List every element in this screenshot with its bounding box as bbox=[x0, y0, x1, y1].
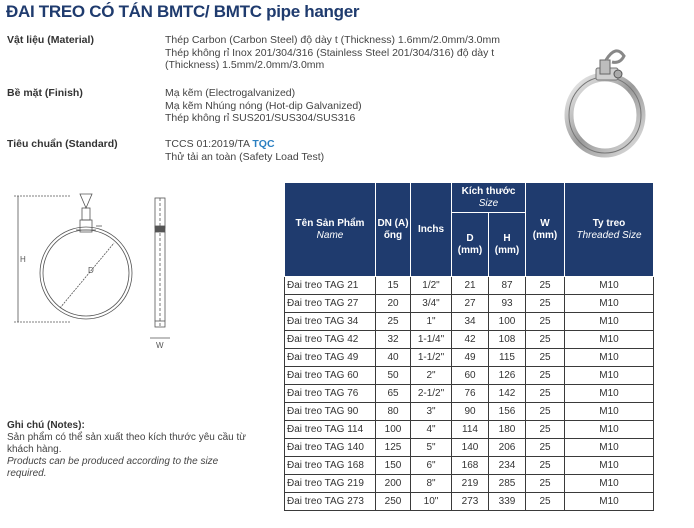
technical-drawing bbox=[10, 188, 180, 353]
spec-values bbox=[165, 87, 505, 125]
table-cell: M10 bbox=[565, 421, 654, 439]
table-cell: 2" bbox=[411, 367, 452, 385]
notes-title: Ghi chú (Notes): bbox=[7, 420, 85, 431]
table-row bbox=[285, 475, 654, 493]
spec-label: Vật liệu (Material) bbox=[7, 34, 94, 46]
table-cell: 25 bbox=[526, 385, 565, 403]
table-cell: 339 bbox=[489, 493, 526, 511]
table-row bbox=[285, 457, 654, 475]
table-cell: M10 bbox=[565, 349, 654, 367]
header-thread-vi: Ty treo bbox=[592, 217, 626, 229]
table-cell: 126 bbox=[489, 367, 526, 385]
table-cell: 5" bbox=[411, 439, 452, 457]
header-thread-en: Threaded Size bbox=[576, 229, 642, 241]
page-title bbox=[6, 2, 359, 22]
table-cell: 234 bbox=[489, 457, 526, 475]
dim-h-label: H bbox=[20, 255, 26, 264]
table-cell: 125 bbox=[376, 439, 411, 457]
table-cell: 25 bbox=[376, 313, 411, 331]
table-cell: 25 bbox=[526, 367, 565, 385]
table-cell: 285 bbox=[489, 475, 526, 493]
notes bbox=[7, 420, 247, 480]
table-cell: 25 bbox=[526, 457, 565, 475]
notes-en: Products can be produced according to the size required. bbox=[7, 456, 219, 479]
table-cell: M10 bbox=[565, 331, 654, 349]
table-cell: 49 bbox=[452, 349, 489, 367]
table-cell: 2-1/2" bbox=[411, 385, 452, 403]
table-cell: M10 bbox=[565, 493, 654, 511]
table-cell: 60 bbox=[452, 367, 489, 385]
table-cell: 3" bbox=[411, 403, 452, 421]
table-cell: 142 bbox=[489, 385, 526, 403]
table-cell: Đai treo TAG 34 bbox=[285, 313, 376, 331]
spec-line: Mạ kẽm Nhúng nóng (Hot-dip Galvanized) bbox=[165, 99, 362, 112]
header-name bbox=[285, 183, 376, 277]
table-cell: 25 bbox=[526, 403, 565, 421]
header-size bbox=[452, 183, 526, 213]
table-cell: 1-1/2" bbox=[411, 349, 452, 367]
spec-label: Bề mặt (Finish) bbox=[7, 87, 83, 99]
table-cell: Đai treo TAG 21 bbox=[285, 277, 376, 295]
table-cell: 1-1/4" bbox=[411, 331, 452, 349]
table-cell: 250 bbox=[376, 493, 411, 511]
table-cell: Đai treo TAG 273 bbox=[285, 493, 376, 511]
table-cell: Đai treo TAG 76 bbox=[285, 385, 376, 403]
title-vi: ĐAI TREO CÓ TÁN BMTC/ BMTC bbox=[6, 2, 262, 21]
tqc-logo: TQC bbox=[252, 138, 275, 150]
table-cell: 168 bbox=[452, 457, 489, 475]
table-cell: 25 bbox=[526, 421, 565, 439]
table-cell: 115 bbox=[489, 349, 526, 367]
header-w bbox=[526, 183, 565, 277]
table-cell: 32 bbox=[376, 331, 411, 349]
table-cell: 25 bbox=[526, 277, 565, 295]
table-cell: Đai treo TAG 49 bbox=[285, 349, 376, 367]
table-cell: 42 bbox=[452, 331, 489, 349]
table-cell: 25 bbox=[526, 439, 565, 457]
spec-line: Mạ kẽm (Electrogalvanized) bbox=[165, 87, 296, 99]
spec-values bbox=[165, 34, 505, 72]
header-dn-2: ống bbox=[383, 229, 403, 241]
table-cell: 219 bbox=[452, 475, 489, 493]
table-cell: 156 bbox=[489, 403, 526, 421]
table-cell: 87 bbox=[489, 277, 526, 295]
table-cell: Đai treo TAG 27 bbox=[285, 295, 376, 313]
table-cell: M10 bbox=[565, 385, 654, 403]
table-cell: 25 bbox=[526, 475, 565, 493]
table-cell: 206 bbox=[489, 439, 526, 457]
header-d bbox=[452, 213, 489, 277]
header-w-2: (mm) bbox=[532, 229, 558, 241]
table-cell: M10 bbox=[565, 295, 654, 313]
table-cell: 200 bbox=[376, 475, 411, 493]
table-body bbox=[285, 277, 654, 511]
table-cell: M10 bbox=[565, 457, 654, 475]
table-row bbox=[285, 295, 654, 313]
notes-vi: Sản phẩm có thể sản xuất theo kích thước yêu cầu từ khách hàng. bbox=[7, 432, 246, 455]
table-cell: 93 bbox=[489, 295, 526, 313]
table-cell: 108 bbox=[489, 331, 526, 349]
table-cell: Đai treo TAG 90 bbox=[285, 403, 376, 421]
table-cell: 4" bbox=[411, 421, 452, 439]
table-cell: 27 bbox=[452, 295, 489, 313]
spec-line: (Thickness) 1.5mm/2.0mm/3.0mm bbox=[165, 59, 325, 71]
table-cell: 150 bbox=[376, 457, 411, 475]
spec-line: Thép không rỉ SUS201/SUS304/SUS316 bbox=[165, 112, 356, 124]
table-row bbox=[285, 439, 654, 457]
table-cell: 80 bbox=[376, 403, 411, 421]
table-cell: M10 bbox=[565, 313, 654, 331]
table-cell: 21 bbox=[452, 277, 489, 295]
header-w-1: W bbox=[540, 217, 550, 229]
standard-code: TCCS 01:2019/TA bbox=[165, 138, 250, 150]
table-cell: M10 bbox=[565, 277, 654, 295]
spec-values bbox=[165, 138, 505, 163]
table-cell: 25 bbox=[526, 331, 565, 349]
table-row bbox=[285, 367, 654, 385]
table-cell: 1/2" bbox=[411, 277, 452, 295]
header-dn bbox=[376, 183, 411, 277]
table-cell: Đai treo TAG 114 bbox=[285, 421, 376, 439]
spec-line: Thép không rỉ Inox 201/304/316 (Stainless Steel 201/304/316) độ dày t bbox=[165, 46, 495, 59]
table-cell: 114 bbox=[452, 421, 489, 439]
table-cell: 15 bbox=[376, 277, 411, 295]
spec-label: Tiêu chuẩn (Standard) bbox=[7, 138, 118, 150]
table-cell: 50 bbox=[376, 367, 411, 385]
table-cell: 25 bbox=[526, 313, 565, 331]
header-name-vi: Tên Sản Phẩm bbox=[295, 217, 365, 229]
table-row bbox=[285, 385, 654, 403]
table-row bbox=[285, 403, 654, 421]
table-cell: 140 bbox=[452, 439, 489, 457]
table-row bbox=[285, 493, 654, 511]
table-cell: 8" bbox=[411, 475, 452, 493]
table-cell: 25 bbox=[526, 295, 565, 313]
table-cell: 65 bbox=[376, 385, 411, 403]
table-cell: 20 bbox=[376, 295, 411, 313]
table-cell: 6" bbox=[411, 457, 452, 475]
table-cell: Đai treo TAG 168 bbox=[285, 457, 376, 475]
header-h-2: (mm) bbox=[494, 244, 520, 256]
dim-d-label: D bbox=[88, 266, 94, 275]
table-cell: M10 bbox=[565, 367, 654, 385]
table-cell: Đai treo TAG 42 bbox=[285, 331, 376, 349]
table-cell: 3/4" bbox=[411, 295, 452, 313]
table-cell: 90 bbox=[452, 403, 489, 421]
header-d-1: D bbox=[466, 232, 474, 244]
header-dn-1: DN (A) bbox=[377, 217, 409, 229]
dim-w-label: W bbox=[156, 341, 164, 350]
table-cell: 76 bbox=[452, 385, 489, 403]
header-size-vi: Kích thước bbox=[461, 185, 516, 197]
title-en: pipe hanger bbox=[266, 2, 360, 21]
table-cell: 25 bbox=[526, 493, 565, 511]
table-cell: 273 bbox=[452, 493, 489, 511]
header-h-1: H bbox=[503, 232, 511, 244]
table-cell: 34 bbox=[452, 313, 489, 331]
table-cell: M10 bbox=[565, 439, 654, 457]
table-row bbox=[285, 331, 654, 349]
spec-table bbox=[284, 182, 654, 511]
header-h bbox=[489, 213, 526, 277]
table-cell: Đai treo TAG 140 bbox=[285, 439, 376, 457]
table-row bbox=[285, 421, 654, 439]
table-cell: M10 bbox=[565, 475, 654, 493]
spec-line bbox=[165, 138, 505, 151]
spec-line: Thép Carbon (Carbon Steel) độ dày t (Thickness) 1.6mm/2.0mm/3.0mm bbox=[165, 34, 500, 46]
table-cell: 100 bbox=[376, 421, 411, 439]
header-name-en: Name bbox=[316, 229, 344, 241]
table-cell: M10 bbox=[565, 403, 654, 421]
table-cell: 25 bbox=[526, 349, 565, 367]
table-cell: 40 bbox=[376, 349, 411, 367]
table-row bbox=[285, 313, 654, 331]
table-cell: 180 bbox=[489, 421, 526, 439]
header-inches: Inchs bbox=[411, 183, 452, 277]
table-cell: 10" bbox=[411, 493, 452, 511]
table-cell: 1" bbox=[411, 313, 452, 331]
header-d-2: (mm) bbox=[457, 244, 483, 256]
spec-line: Thử tải an toàn (Safety Load Test) bbox=[165, 150, 325, 163]
product-image bbox=[550, 40, 670, 165]
table-row bbox=[285, 277, 654, 295]
header-size-en: Size bbox=[478, 197, 499, 209]
table-cell: Đai treo TAG 60 bbox=[285, 367, 376, 385]
table-row bbox=[285, 349, 654, 367]
table-cell: Đai treo TAG 219 bbox=[285, 475, 376, 493]
table-cell: 100 bbox=[489, 313, 526, 331]
header-thread bbox=[565, 183, 654, 277]
